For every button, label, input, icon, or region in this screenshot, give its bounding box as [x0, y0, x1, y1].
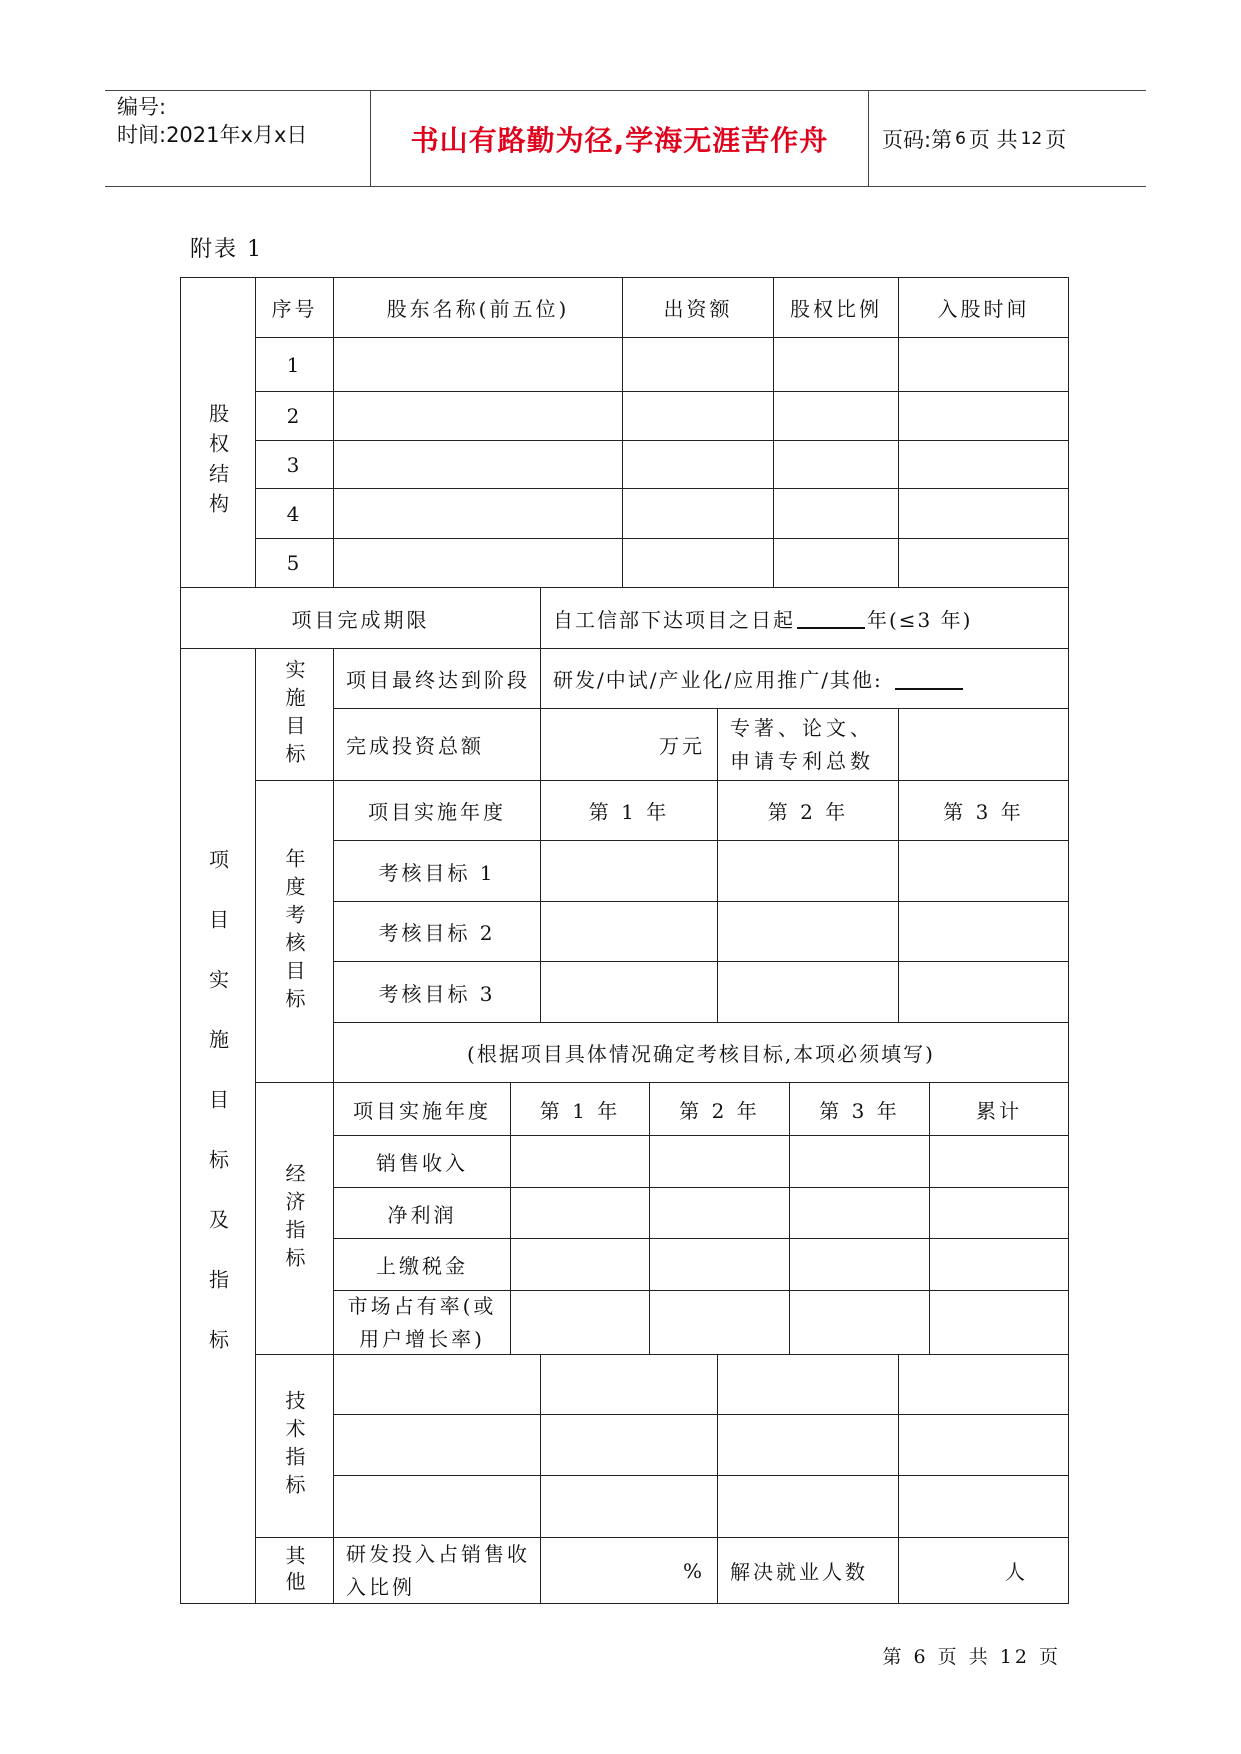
annual-note: (根据项目具体情况确定考核目标,本项必须填写) [467, 1042, 935, 1066]
equity-section-label: 股权结构 [205, 402, 230, 523]
annual-year-2: 第 2 年 [767, 800, 849, 824]
document-number-label: 编号: [117, 95, 167, 119]
goals-stage-label: 项目最终达到阶段 [346, 668, 530, 692]
economic-year-header: 项目实施年度 [353, 1098, 491, 1123]
equity-row-index: 3 [286, 452, 303, 477]
page-number: 6 [955, 128, 966, 149]
equity-header-capital: 出资额 [663, 297, 733, 321]
economic-year-3: 第 3 年 [819, 1098, 900, 1123]
equity-header-index: 序号 [271, 297, 318, 321]
other-label: 其他 [282, 1544, 306, 1597]
goals-invest-label: 完成投资总额 [346, 734, 484, 758]
deadline-label: 项目完成期限 [291, 607, 430, 632]
footer-page: 6 [913, 1646, 929, 1668]
other-rd-label: 研发投入占销售收入比例 [346, 1541, 530, 1599]
economic-row-label: 上缴税金 [376, 1254, 468, 1278]
equity-header-join-date: 入股时间 [937, 297, 1030, 321]
equity-row-index: 5 [286, 551, 303, 575]
annual-year-1: 第 1 年 [588, 800, 670, 824]
annual-target-label: 考核目标 2 [378, 921, 496, 945]
annual-year-header: 项目实施年度 [368, 800, 506, 824]
deadline-text-before: 自工信部下达项目之日起 [553, 607, 795, 632]
annual-target-label: 考核目标 3 [378, 981, 496, 1006]
implementation-section-label: 项目实施目标及指标 [205, 849, 230, 1389]
goals-label: 实施目标 [282, 658, 306, 771]
goals-stage-other-field[interactable] [895, 668, 963, 690]
footer-suffix: 页 [1038, 1646, 1061, 1668]
page-prefix: 页码:第 [882, 127, 953, 152]
equity-header-ratio: 股权比例 [790, 297, 882, 321]
page-total: 12 [1020, 128, 1043, 149]
header-meta [117, 91, 367, 186]
annual-year-3: 第 3 年 [943, 800, 1024, 824]
equity-row-index: 2 [286, 404, 303, 428]
other-jobs-label: 解决就业人数 [730, 1560, 868, 1584]
annual-target-label: 考核目标 1 [378, 860, 496, 885]
goals-stage-options [541, 649, 1068, 708]
economic-total: 累计 [976, 1098, 1022, 1123]
annual-label: 年度考核目标 [282, 847, 306, 1016]
page-header [105, 90, 1146, 187]
attachment-title: 附表 1 [190, 237, 263, 262]
economic-row-label: 市场占有率(或用户增长率) [347, 1293, 497, 1351]
footer-total: 12 [999, 1646, 1030, 1668]
deadline-text [541, 588, 1068, 648]
page-suffix: 页 [1045, 127, 1067, 152]
economic-label: 经济指标 [282, 1162, 306, 1275]
economic-year-2: 第 2 年 [679, 1098, 760, 1123]
equity-header-shareholder: 股东名称(前五位) [386, 297, 570, 321]
deadline-years-field[interactable] [797, 607, 865, 629]
goals-invest-unit: 万元 [659, 734, 705, 758]
header-page-info [870, 91, 1146, 186]
document-time-label: 时间:2021年x月x日 [117, 123, 308, 147]
technical-label: 技术指标 [282, 1390, 306, 1502]
other-jobs-unit: 人 [1005, 1560, 1028, 1584]
goals-stage-options-text: 研发/中试/产业化/应用推广/其他: [553, 668, 883, 692]
economic-row-label: 净利润 [387, 1202, 457, 1227]
economic-row-label: 销售收入 [376, 1151, 468, 1175]
header-slogan: 书山有路勤为径,学海无涯苦作舟 [370, 91, 869, 186]
goals-papers-label: 专著、论文、申请专利总数 [730, 715, 874, 773]
deadline-text-after: 年(≤3 年) [867, 607, 973, 632]
footer-mid: 页 共 [937, 1646, 991, 1668]
page-footer [882, 1642, 1061, 1669]
footer-prefix: 第 [882, 1646, 905, 1668]
page-mid: 页 共 [968, 127, 1018, 152]
equity-row-index: 1 [286, 352, 303, 377]
other-rd-unit: % [682, 1558, 705, 1583]
equity-row-index: 4 [286, 501, 303, 526]
economic-year-1: 第 1 年 [539, 1098, 621, 1123]
